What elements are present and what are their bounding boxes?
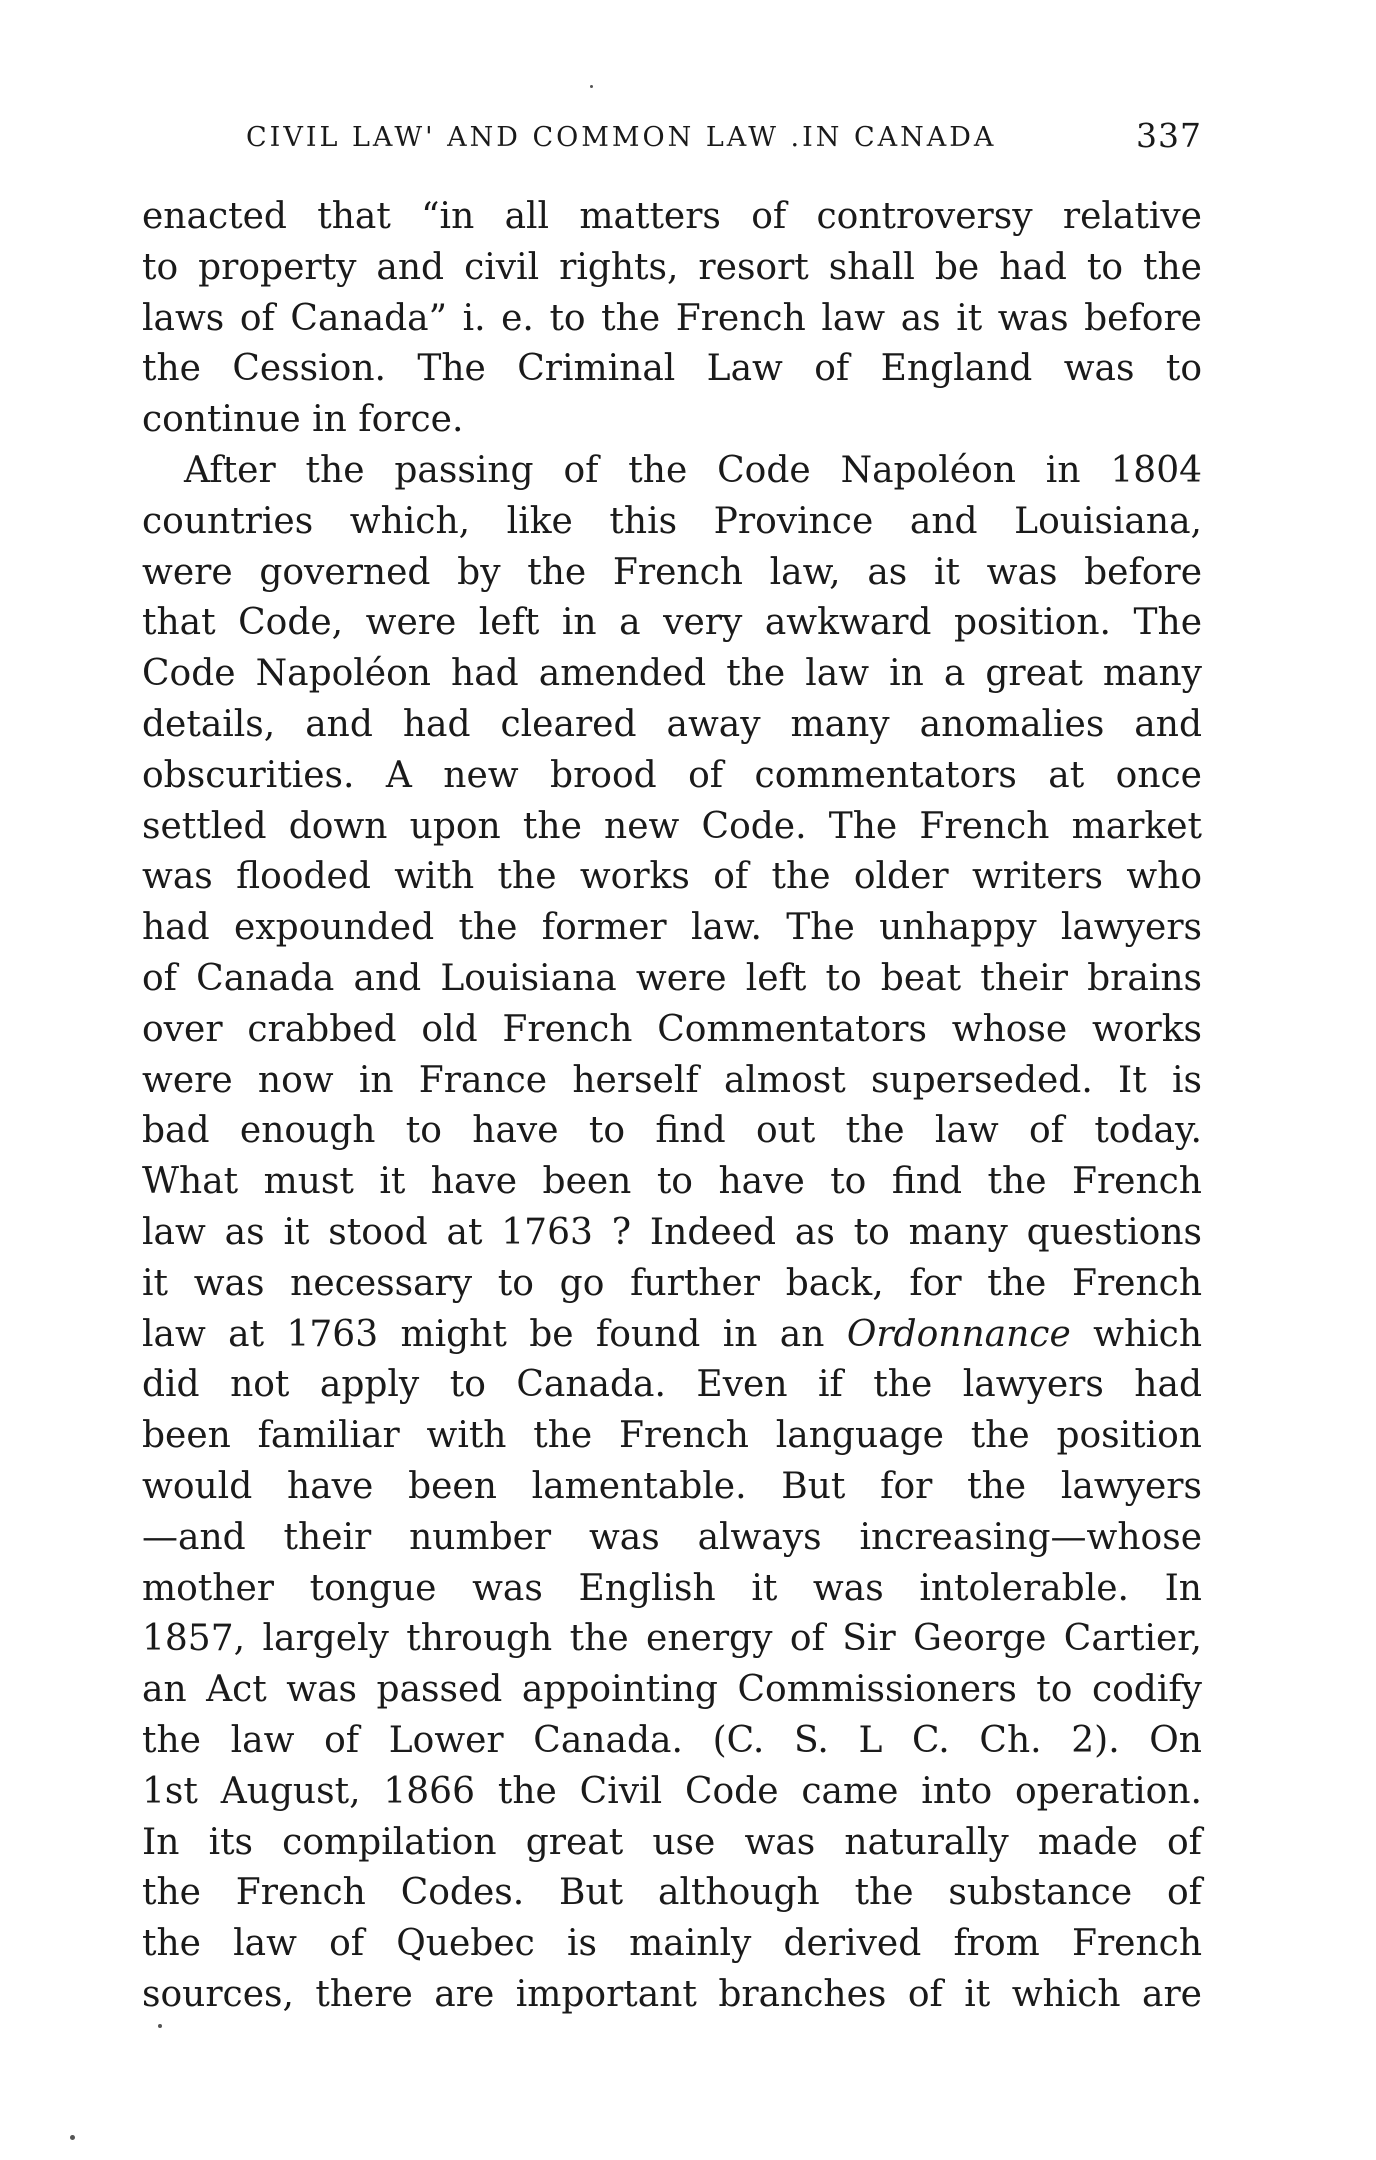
- page-number: 337: [1136, 116, 1202, 155]
- text-line: the law of Quebec is mainly derived from French: [142, 1923, 1202, 1965]
- scan-speck: [70, 2135, 75, 2140]
- text-line: continue in force.: [142, 399, 464, 441]
- paragraph: [142, 446, 1202, 2021]
- running-title: CIVIL LAW' AND COMMON LAW .IN CANADA: [246, 122, 997, 153]
- italic-term: Ordonnance: [846, 1313, 1071, 1355]
- text-line: enacted that “in all matters of controversy relative: [142, 196, 1202, 237]
- text-line: had expounded the former law. The unhappy lawyers: [142, 907, 1202, 949]
- body-text: [142, 192, 1202, 2021]
- text-line: countries which, like this Province and Louisiana,: [142, 500, 1202, 542]
- text-line: bad enough to have to find out the law of today.: [142, 1110, 1202, 1152]
- text-line: were governed by the French law, as it was before: [142, 551, 1202, 593]
- text-line: Code Napoléon had amended the law in a great many: [142, 653, 1202, 695]
- text-line: laws of Canada” i. e. to the French law as it was before: [142, 297, 1202, 339]
- text-line: did not apply to Canada. Even if the lawyers had: [142, 1364, 1202, 1406]
- scan-speck: [590, 85, 593, 88]
- text-line: would have been lamentable. But for the lawyers: [142, 1465, 1202, 1507]
- text-line: law as it stood at 1763 ? Indeed as to many questions: [142, 1211, 1202, 1253]
- text-line: mother tongue was English it was intolerable. In: [142, 1567, 1202, 1609]
- text-line: In its compilation great use was naturally made of: [142, 1821, 1202, 1863]
- text-line: —and their number was always increasing—whose: [142, 1516, 1202, 1558]
- scan-speck: [158, 2024, 162, 2028]
- text-line: an Act was passed appointing Commissioners to codify: [142, 1669, 1202, 1711]
- text-line: been familiar with the French language the position: [142, 1415, 1202, 1457]
- text-line: the law of Lower Canada. (C. S. L C. Ch. 2). On: [142, 1719, 1202, 1761]
- text-line: the Cession. The Criminal Law of England was to: [142, 348, 1202, 390]
- text-line: obscurities. A new brood of commentators at once: [142, 754, 1202, 796]
- text-line: details, and had cleared away many anomalies and: [142, 703, 1202, 745]
- text-line: to property and civil rights, resort shall be had to the: [142, 246, 1202, 288]
- paragraph: [142, 192, 1202, 446]
- text-line: over crabbed old French Commentators whose works: [142, 1008, 1202, 1050]
- text-line: settled down upon the new Code. The French market: [142, 805, 1202, 847]
- text-line: 1857, largely through the energy of Sir George Cartier,: [142, 1618, 1202, 1660]
- text-line: After the passing of the Code Napoléon in 1804: [184, 449, 1202, 491]
- text-line: of Canada and Louisiana were left to beat their brains: [142, 957, 1202, 999]
- running-header: [142, 118, 1212, 158]
- text-line: that Code, were left in a very awkward position. The: [142, 602, 1202, 644]
- text-line: it was necessary to go further back, for the French: [142, 1262, 1202, 1304]
- text-line: were now in France herself almost superseded. It is: [142, 1059, 1202, 1101]
- text-line: the French Codes. But although the substance of: [142, 1872, 1202, 1914]
- text-line: 1st August, 1866 the Civil Code came into operation.: [142, 1770, 1202, 1812]
- text-line: What must it have been to have to find the French: [142, 1161, 1202, 1203]
- text-line: law at 1763 might be found in an Ordonnance which: [142, 1313, 1203, 1355]
- text-line: sources, there are important branches of it which are: [142, 1973, 1202, 2015]
- text-line: was flooded with the works of the older writers who: [142, 856, 1202, 898]
